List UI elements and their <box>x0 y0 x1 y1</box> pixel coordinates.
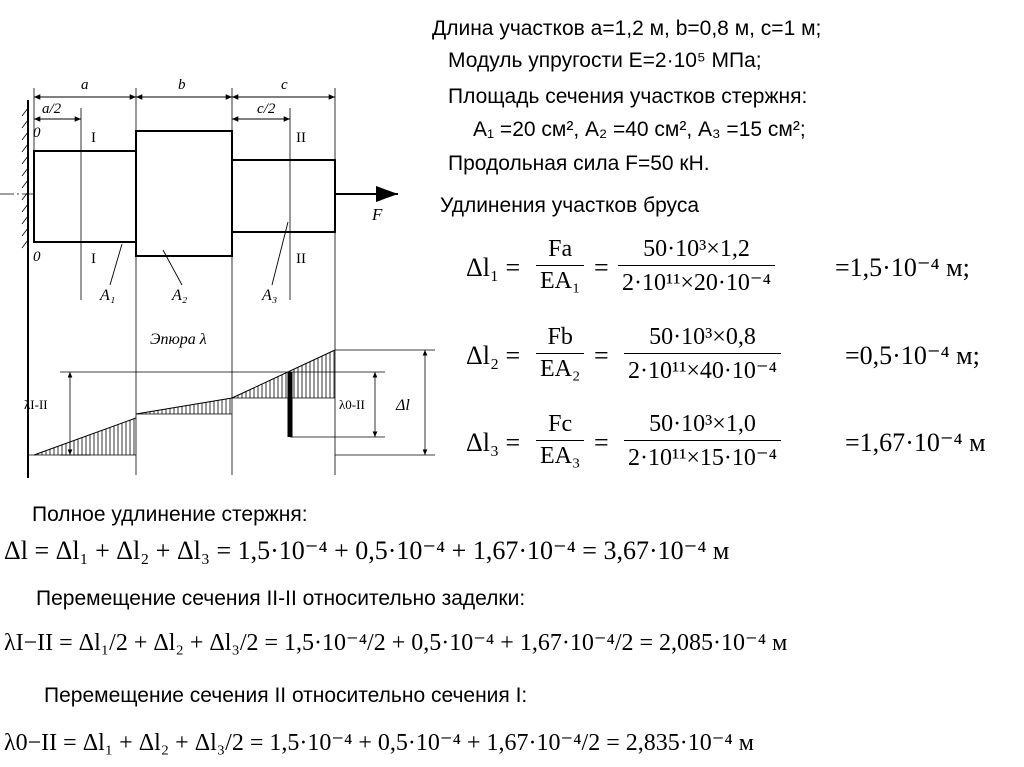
dl1-fraction-symbolic <box>536 236 584 295</box>
dim-half-c-label: c/2 <box>257 101 276 117</box>
lambda-I-II-label: λI-II <box>24 397 48 412</box>
dl2-den1: EA₂ <box>540 356 581 382</box>
dim-b-label: b <box>178 77 186 93</box>
dl3-fraction-numeric <box>624 411 781 472</box>
force-label: F <box>372 205 383 224</box>
lengths-line: Длина участков a=1,2 м, b=0,8 м, c=1 м; <box>432 17 822 40</box>
dim-a-label: a <box>81 77 89 93</box>
modulus-line: Модуль упругости E=2·10⁵ МПа; <box>448 49 762 72</box>
dl1-num2: 50·10³×1,2 <box>618 236 775 266</box>
dl1-den2: 2·10¹¹×20·10⁻⁴ <box>622 270 771 296</box>
dl2-rhs: =0,5·10⁻⁴ м; <box>845 341 980 370</box>
dl3-lhs: Δl₃ = <box>466 428 521 457</box>
segment-1 <box>34 151 136 242</box>
wall-support <box>22 100 28 478</box>
displacement-relative-equation: λ0−II = Δl₁ + Δl₂ + Δl₃/2 = 1,5·10⁻⁴ + 0,5·10⁻⁴ + 1,67·10⁻⁴/2 = 2,835·10⁻⁴ м <box>4 730 754 756</box>
dl1-num1: Fa <box>536 236 584 266</box>
displacement-relative-title: Перемещение сечения II относительно сечения I: <box>44 684 528 707</box>
delta-l-label: Δl <box>396 397 410 414</box>
area-1-label: A₁ <box>100 287 116 304</box>
section-zero-bottom: 0 <box>33 249 41 265</box>
lambda-0-II-label: λ0-II <box>339 397 365 412</box>
dl3-den1: EA₃ <box>540 443 581 469</box>
area-3-label: A₃ <box>262 287 278 304</box>
segment-2 <box>136 131 232 256</box>
full-elongation-equation: Δl = Δl₁ + Δl₂ + Δl₃ = 1,5·10⁻⁴ + 0,5·10⁻⁴ + 1,67·10⁻⁴ = 3,67·10⁻⁴ м <box>4 536 730 565</box>
section-I-bottom: I <box>91 251 96 267</box>
displacement-II-equation: λI−II = Δl₁/2 + Δl₂ + Δl₃/2 = 1,5·10⁻⁴/2 + 0,5·10⁻⁴ + 1,67·10⁻⁴/2 = 2,085·10⁻⁴ м <box>4 630 788 656</box>
area-title-line: Площадь сечения участков стержня: <box>448 85 808 108</box>
lambda-epure <box>28 350 335 455</box>
dl3-rhs: =1,67·10⁻⁴ м <box>845 428 986 457</box>
dl2-num1: Fb <box>536 324 584 354</box>
dim-half-a-label: a/2 <box>42 101 62 117</box>
displacement-II-title: Перемещение сечения II-II относительно заделки: <box>36 587 526 610</box>
dl3-eq: = <box>594 428 609 457</box>
dl3-num2: 50·10³×1,0 <box>624 411 781 441</box>
epure-title: Эпюра λ <box>150 331 207 348</box>
dl1-fraction-numeric <box>618 236 775 297</box>
dl3-den2: 2·10¹¹×15·10⁻⁴ <box>628 445 777 471</box>
bar-diagram <box>0 0 440 480</box>
section-II-top: II <box>296 130 306 146</box>
dl1-den1: EA₁ <box>540 268 581 294</box>
dl2-fraction-symbolic <box>536 324 584 383</box>
section-II-bottom: II <box>296 251 306 267</box>
area-2-label: A₂ <box>172 287 188 304</box>
dl1-rhs: =1,5·10⁻⁴ м; <box>835 253 970 282</box>
section-zero-top: 0 <box>33 125 41 141</box>
dl1-eq: = <box>594 253 609 282</box>
dl3-num1: Fc <box>536 411 584 441</box>
full-elongation-title: Полное удлинение стержня: <box>32 503 308 526</box>
section-I-top: I <box>91 130 96 146</box>
elongation-title: Удлинения участков бруса <box>440 194 699 217</box>
dl2-num2: 50·10³×0,8 <box>624 324 781 354</box>
dl2-den2: 2·10¹¹×40·10⁻⁴ <box>628 358 777 384</box>
dim-c-label: c <box>281 77 288 93</box>
areas-line: A₁ =20 см², A₂ =40 см², A₃ =15 см²; <box>473 118 806 141</box>
segment-3 <box>232 160 335 232</box>
dl1-lhs: Δl₁ = <box>466 253 521 282</box>
dl2-fraction-numeric <box>624 324 781 385</box>
dl3-fraction-symbolic <box>536 411 584 470</box>
force-line: Продольная сила F=50 кН. <box>448 152 710 175</box>
dl2-lhs: Δl₂ = <box>466 341 521 370</box>
dl2-eq: = <box>594 341 609 370</box>
